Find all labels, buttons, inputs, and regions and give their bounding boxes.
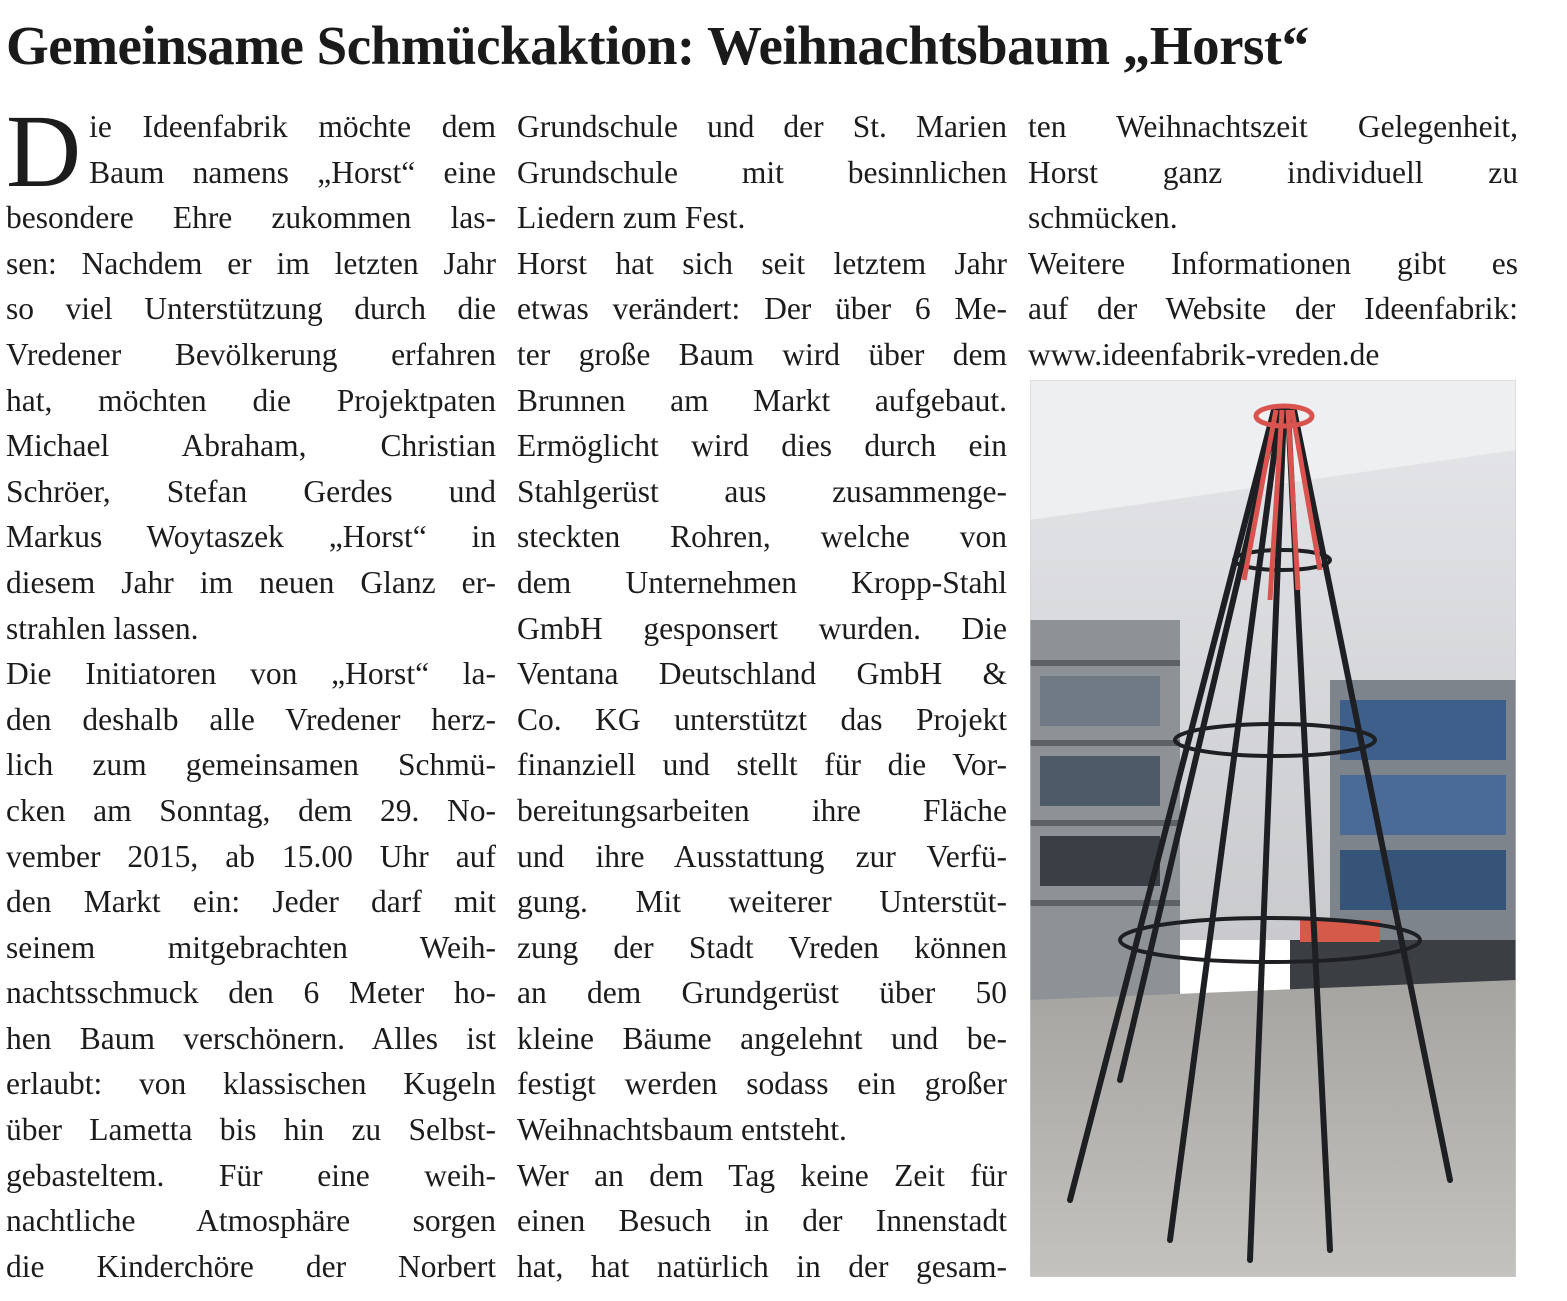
text-line: den Markt ein: Jeder darf mit <box>6 884 496 920</box>
text-line: Grundschule und der St. Marien <box>517 109 1007 144</box>
tree-frame-photo <box>1030 380 1516 1277</box>
text-line: hat, hat natürlich in der gesam- <box>517 1248 1007 1284</box>
text-line: Co. KG unterstützt das Projekt <box>517 701 1007 737</box>
text-line: Grundschule mit besinnlichen <box>517 154 1007 190</box>
text-line: Horst hat sich seit letztem Jahr <box>517 245 1007 281</box>
text-line: auf der Website der Ideenfabrik: <box>1028 291 1518 327</box>
article-column-1 <box>6 94 496 1289</box>
photo-illustration <box>1030 380 1516 1277</box>
text-line: ie Ideenfabrik möchte dem <box>89 109 496 144</box>
text-line: Horst ganz individuell zu <box>1028 154 1518 190</box>
text-line: festigt werden sodass ein großer <box>517 1066 1007 1102</box>
text-line: Baum namens „Horst“ eine <box>89 154 496 190</box>
text-line: besondere Ehre zukommen las- <box>6 200 496 236</box>
text-line: strahlen lassen. <box>6 610 199 646</box>
headline: Gemeinsame Schmückaktion: Weihnachtsbaum „Horst“ <box>6 15 1309 76</box>
text-line: an dem Grundgerüst über 50 <box>517 975 1007 1011</box>
text-line: sen: Nachdem er im letzten Jahr <box>6 245 496 281</box>
text-line: ter große Baum wird über dem <box>517 336 1007 372</box>
text-line: die Kinderchöre der Norbert <box>6 1248 496 1284</box>
text-line: Weihnachtsbaum entsteht. <box>517 1112 847 1148</box>
text-line: steckten Rohren, welche von <box>517 519 1007 555</box>
text-line: Weitere Informationen gibt es <box>1028 245 1518 281</box>
website-url: www.ideenfabrik-vreden.de <box>1028 336 1380 372</box>
text-line: diesem Jahr im neuen Glanz er- <box>6 564 496 600</box>
text-line: hen Baum verschönern. Alles ist <box>6 1020 496 1056</box>
text-line: kleine Bäume angelehnt und be- <box>517 1020 1007 1056</box>
text-line: und ihre Ausstattung zur Verfü- <box>517 838 1007 874</box>
text-line: etwas verändert: Der über 6 Me- <box>517 291 1007 327</box>
text-line: GmbH gesponsert wurden. Die <box>517 610 1007 646</box>
drop-cap: D <box>6 94 82 209</box>
text-line: Stahlgerüst aus zusammenge- <box>517 473 1007 509</box>
text-line: ten Weihnachtszeit Gelegenheit, <box>1028 109 1518 144</box>
text-line: Liedern zum Fest. <box>517 200 746 236</box>
text-line: schmücken. <box>1028 200 1178 236</box>
text-line: Ermöglicht wird dies durch ein <box>517 428 1007 464</box>
text-line: gebasteltem. Für eine weih- <box>6 1157 496 1193</box>
text-line: Die Initiatoren von „Horst“ la- <box>6 656 496 692</box>
text-line: erlaubt: von klassischen Kugeln <box>6 1066 496 1102</box>
text-line: Schröer, Stefan Gerdes und <box>6 473 496 509</box>
text-line: Wer an dem Tag keine Zeit für <box>517 1157 1007 1193</box>
text-line: einen Besuch in der Innenstadt <box>517 1203 1007 1239</box>
text-line: den deshalb alle Vredener herz- <box>6 701 496 737</box>
text-line: nachtliche Atmosphäre sorgen <box>6 1203 496 1239</box>
text-line: über Lametta bis hin zu Selbst- <box>6 1112 496 1148</box>
text-line: Vredener Bevölkerung erfahren <box>6 336 496 372</box>
text-line: cken am Sonntag, dem 29. No- <box>6 792 496 828</box>
article-column-2 <box>517 104 1007 1289</box>
text-line: vember 2015, ab 15.00 Uhr auf <box>6 838 496 874</box>
photo-floor <box>1030 980 1516 1277</box>
article-column-3 <box>1028 104 1518 378</box>
text-line: bereitungsarbeiten ihre Fläche <box>517 792 1007 828</box>
text-line: Michael Abraham, Christian <box>6 428 496 464</box>
text-line: gung. Mit weiterer Unterstüt- <box>517 884 1007 920</box>
text-line: so viel Unterstützung durch die <box>6 291 496 327</box>
text-line: Ventana Deutschland GmbH & <box>517 656 1007 692</box>
text-line: seinem mitgebrachten Weih- <box>6 929 496 965</box>
text-line: lich zum gemeinsamen Schmü- <box>6 747 496 783</box>
text-line: Markus Woytaszek „Horst“ in <box>6 519 496 555</box>
text-line: hat, möchten die Projektpaten <box>6 382 496 418</box>
text-line: Brunnen am Markt aufgebaut. <box>517 382 1007 418</box>
text-line: nachtsschmuck den 6 Meter ho- <box>6 975 496 1011</box>
text-line: zung der Stadt Vreden können <box>517 929 1007 965</box>
text-line: dem Unternehmen Kropp-Stahl <box>517 564 1007 600</box>
text-line: finanziell und stellt für die Vor- <box>517 747 1007 783</box>
